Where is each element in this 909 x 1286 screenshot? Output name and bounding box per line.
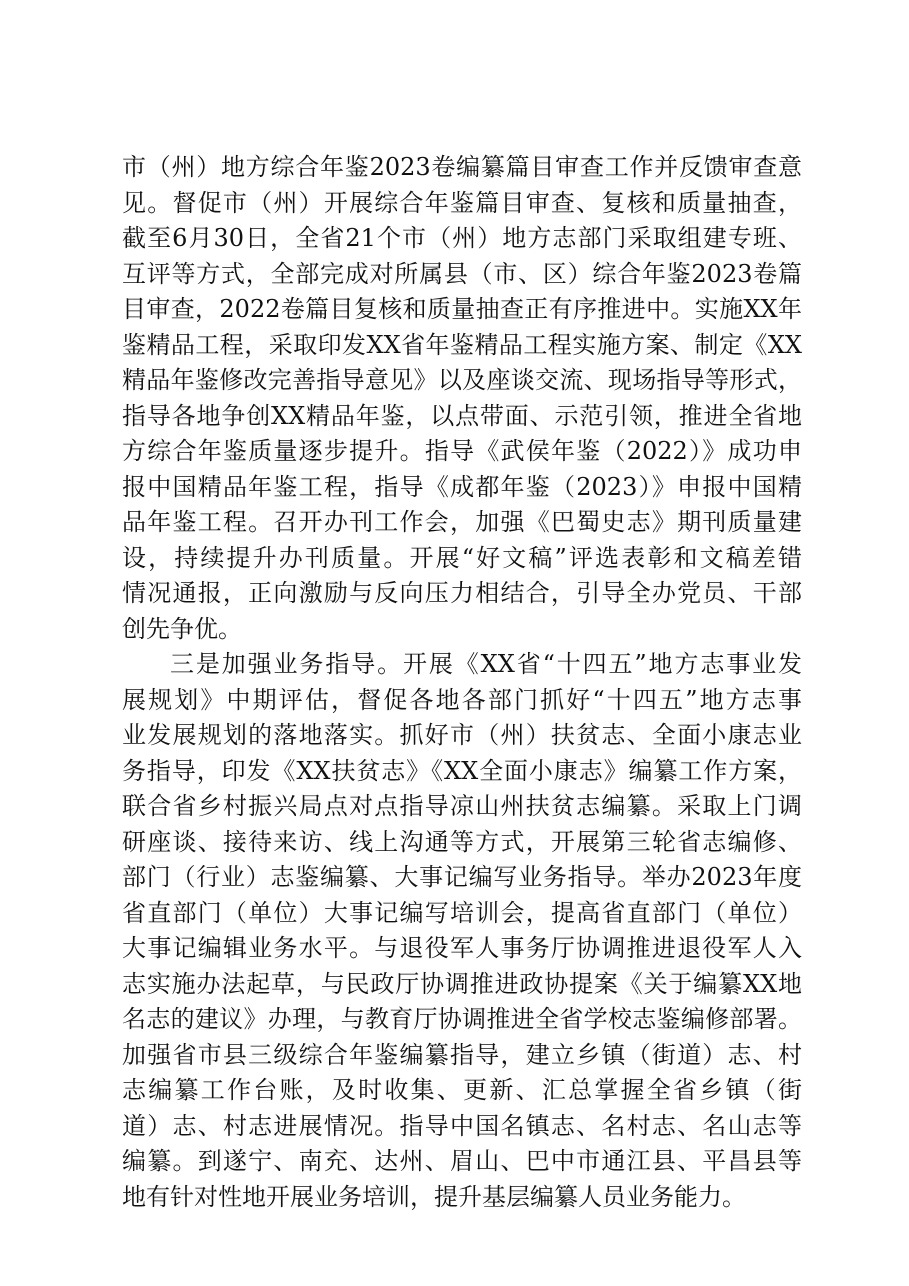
text-line: 业发展规划的落地落实。抓好市（州）扶贫志、全面小康志业 [122, 721, 802, 749]
text-line: 设，持续提升办刊质量。开展“好文稿”评选表彰和文稿差错 [122, 543, 802, 572]
text-line: 创先争优。 [122, 614, 242, 643]
text-line: 市（州）地方综合年鉴2023卷编纂篇目审查工作并反馈审查意 [122, 153, 802, 181]
text-line: 见。督促市（州）开展综合年鉴篇目审查、复核和质量抽查， [122, 188, 802, 217]
text-line: 道）志、村志进展情况。指导中国名镇志、名村志、名山志等 [122, 1111, 802, 1140]
text-line: 联合省乡村振兴局点对点指导凉山州扶贫志编纂。采取上门调 [122, 792, 802, 820]
text-line: 地有针对性地开展业务培训，提升基层编纂人员业务能力。 [122, 1182, 746, 1211]
text-line: 务指导，印发《XX扶贫志》《XX全面小康志》编纂工作方案， [122, 756, 802, 785]
text-line: 省直部门（单位）大事记编写培训会，提高省直部门（单位） [122, 898, 802, 927]
paragraph-2 [122, 647, 802, 1215]
text-line: 志实施办法起草，与民政厅协调推进政协提案《关于编纂XX地 [122, 969, 802, 998]
text-line: 截至6月30日，全省21个市（州）地方志部门采取组建专班、 [122, 224, 802, 252]
text-line: 三是加强业务指导。开展《XX省“十四五”地方志事业发 [170, 650, 802, 678]
text-line: 报中国精品年鉴工程，指导《成都年鉴（2023）》申报中国精 [122, 472, 802, 501]
text-line: 互评等方式，全部完成对所属县（市、区）综合年鉴2023卷篇 [122, 259, 802, 288]
text-line: 指导各地争创XX精品年鉴，以点带面、示范引领，推进全省地 [122, 401, 802, 430]
text-line: 目审查，2022卷篇目复核和质量抽查正有序推进中。实施XX年 [122, 295, 802, 323]
text-line: 展规划》中期评估，督促各地各部门抓好“十四五”地方志事 [122, 685, 802, 714]
text-line: 研座谈、接待来访、线上沟通等方式，开展第三轮省志编修、 [122, 827, 802, 856]
paragraph-1 [122, 150, 802, 647]
text-line: 鉴精品工程，采取印发XX省年鉴精品工程实施方案、制定《XX [122, 330, 802, 359]
text-line: 精品年鉴修改完善指导意见》以及座谈交流、现场指导等形式， [122, 366, 802, 394]
text-line: 大事记编辑业务水平。与退役军人事务厅协调推进退役军人入 [122, 934, 802, 962]
document-body [122, 150, 802, 1215]
text-line: 品年鉴工程。召开办刊工作会，加强《巴蜀史志》期刊质量建 [122, 508, 802, 536]
text-line: 部门（行业）志鉴编纂、大事记编写业务指导。举办2023年度 [122, 863, 802, 891]
text-line: 志编纂工作台账，及时收集、更新、汇总掌握全省乡镇（街 [122, 1076, 802, 1104]
text-line: 编纂。到遂宁、南充、达州、眉山、巴中市通江县、平昌县等 [122, 1147, 802, 1175]
text-line: 情况通报，正向激励与反向压力相结合，引导全办党员、干部 [122, 579, 802, 607]
text-line: 方综合年鉴质量逐步提升。指导《武侯年鉴（2022）》成功申 [122, 437, 802, 465]
text-line: 加强省市县三级综合年鉴编纂指导，建立乡镇（街道）志、村 [122, 1040, 802, 1069]
text-line: 名志的建议》办理，与教育厅协调推进全省学校志鉴编修部署。 [122, 1005, 802, 1033]
